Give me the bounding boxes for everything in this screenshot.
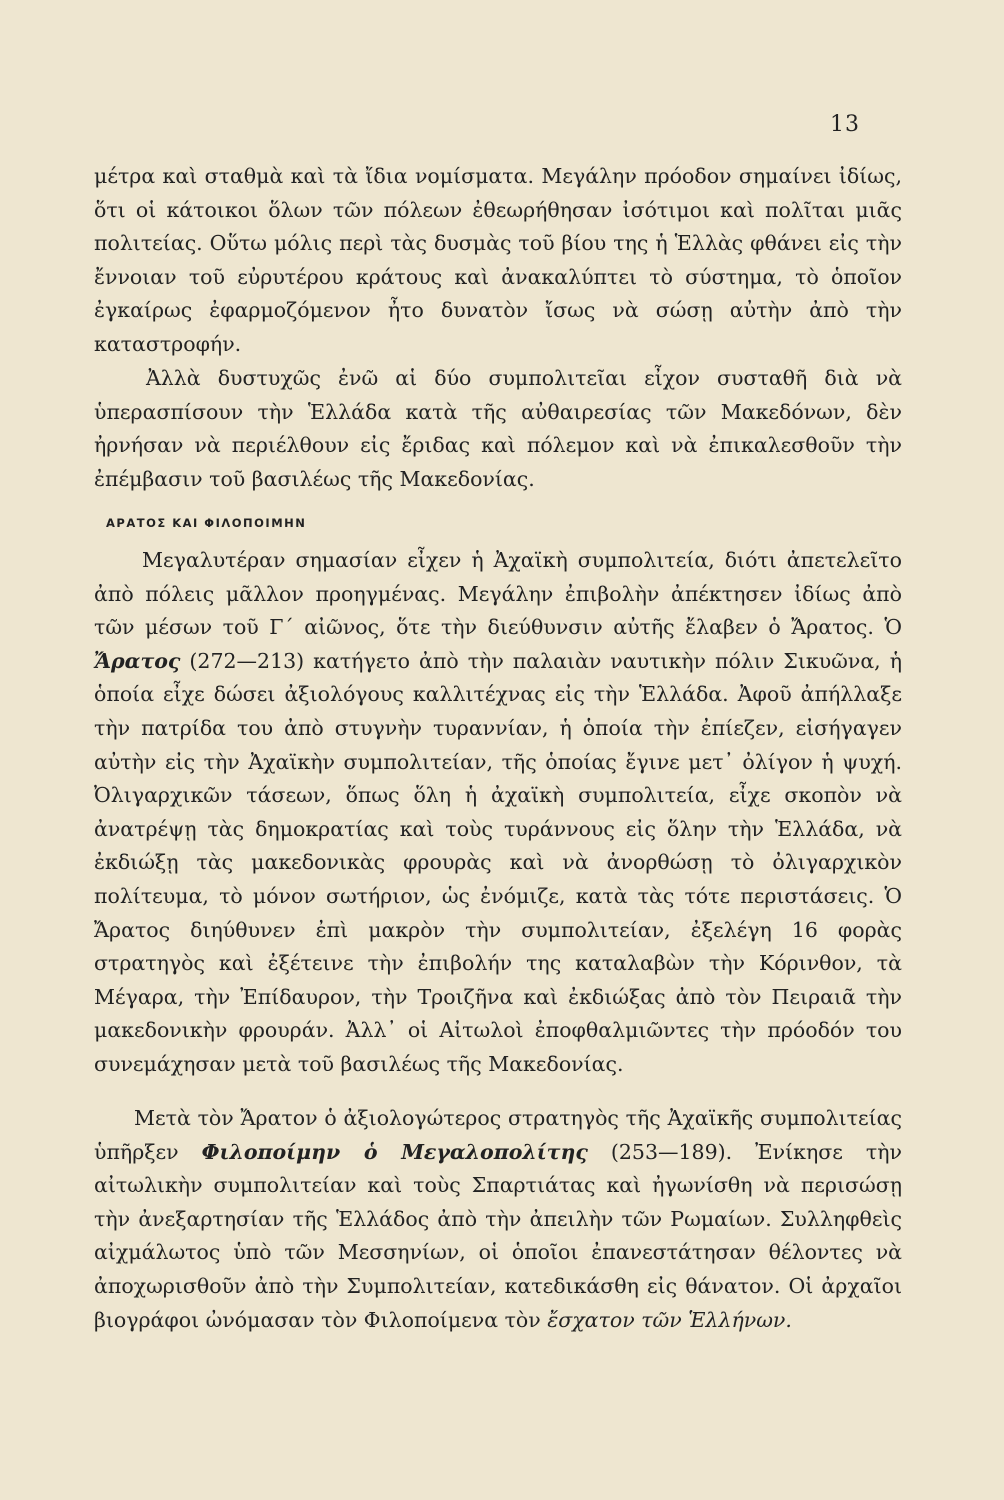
paragraph-2: Ἀλλὰ δυστυχῶς ἐνῶ αἱ δύο συμπολιτεῖαι εἶχον συσταθῆ διὰ νὰ ὑπερασπίσουν τὴν Ἑλλάδα κατὰ τῆς αὐθαιρεσίας τῶν Μακεδόνων, δὲν ἠρνήσαν νὰ περιέλθουν εἰς ἔριδας καὶ πόλεμον καὶ νὰ ἐπικαλεσθοῦν τὴν ἐπέμβασιν τοῦ βασιλέως τῆς Μακεδονίας.: [94, 366, 902, 491]
section-heading: ΑΡΑΤΟΣ ΚΑΙ ΦΙΛΟΠΟΙΜΗΝ: [106, 516, 307, 530]
page-number: 13: [830, 112, 860, 137]
paragraph-4-text-start: Μετὰ τὸν Ἄρατον ὁ ἀξιολογώτερος στρατηγὸς τῆς Ἀχαϊκῆς συμπολιτείας ὑπῆρξεν: [94, 1106, 902, 1164]
closing-italic-phrase: ἔσχατον τῶν Ἑλλήνων.: [547, 1307, 792, 1332]
aratos-name: Ἄρατος: [94, 648, 181, 673]
paragraph-4-text-rest: (253—189). Ἐνίκησε τὴν αἰτωλικὴν συμπολιτείαν καὶ τοὺς Σπαρτιάτας καὶ ἠγωνίσθη νὰ περισώσῃ τὴν ἀνεξαρτησίαν τῆς Ἑλλάδος ἀπὸ τὴν ἀπειλὴν τῶν Ρωμαίων. Συλληφθεὶς αἰχμάλωτος ὑπὸ τῶν Μεσσηνίων, οἱ ὁποῖοι ἐπανεστάτησαν θέλοντες νὰ ἀποχωρισθοῦν ἀπὸ τὴν Συμπολιτείαν, κατεδικάσθη εἰς θάνατον. Οἱ ἀρχαῖοι βιογράφοι ὠνόμασαν τὸν Φιλοποίμενα τὸν: [94, 1139, 902, 1332]
paragraph-3: [94, 544, 902, 1082]
paragraph-4: [94, 1102, 902, 1337]
philopoemen-name: Φιλοποίμην ὁ Μεγαλοπολίτης: [201, 1139, 588, 1164]
paragraph-3-text-start: Μεγαλυτέραν σημασίαν εἶχεν ἡ Ἀχαϊκὴ συμπολιτεία, διότι ἀπετελεῖτο ἀπὸ πόλεις μᾶλλον προηγμένας. Μεγάλην ἐπιβολὴν ἀπέκτησεν ἰδίως ἀπὸ τῶν μέσων τοῦ Γ´ αἰῶνος, ὅτε τὴν διεύθυνσιν αὐτῆς ἔλαβεν ὁ Ἄρατος. Ὁ: [94, 548, 902, 640]
paragraph-1: μέτρα καὶ σταθμὰ καὶ τὰ ἴδια νομίσματα. Μεγάλην πρόοδον σημαίνει ἰδίως, ὅτι οἱ κάτοικοι ὅλων τῶν πόλεων ἐθεωρήθησαν ἰσότιμοι καὶ πολῖται μιᾶς πολιτείας. Οὕτω μόλις περὶ τὰς δυσμὰς τοῦ βίου της ἡ Ἑλλὰς φθάνει εἰς τὴν ἔννοιαν τοῦ εὐρυτέρου κράτους καὶ ἀνακαλύπτει τὸ σύστημα, τὸ ὁποῖον ἐγκαίρως ἐφαρμοζόμενον ἦτο δυνατὸν ἴσως νὰ σώσῃ αὐτὴν ἀπὸ τὴν καταστροφήν.: [94, 164, 902, 356]
paragraph-3-text-rest: (272—213) κατήγετο ἀπὸ τὴν παλαιὰν ναυτικὴν πόλιν Σικυῶνα, ἡ ὁποία εἶχε δώσει ἀξιολόγους καλλιτέχνας εἰς τὴν Ἑλλάδα. Ἀφοῦ ἀπήλλαξε τὴν πατρίδα του ἀπὸ στυγνὴν τυραννίαν, ἡ ὁποία τὴν ἐπίεζεν, εἰσήγαγεν αὐτὴν εἰς τὴν Ἀχαϊκὴν συμπολιτείαν, τῆς ὁποίας ἔγινε μετ᾽ ὀλίγον ἡ ψυχή. Ὀλιγαρχικῶν τάσεων, ὅπως ὅλη ἡ ἀχαϊκὴ συμπολιτεία, εἶχε σκοπὸν νὰ ἀνατρέψῃ τὰς δημοκρατίας καὶ τοὺς τυράννους εἰς ὅλην τὴν Ἑλλάδα, νὰ ἐκδιώξῃ τὰς μακεδονικὰς φρουρὰς καὶ νὰ ἀνορθώσῃ τὸ ὀλιγαρχικὸν πολίτευμα, τὸ μόνον σωτήριον, ὡς ἐνόμιζε, κατὰ τὰς τότε περιστάσεις. Ὁ Ἄρατος διηύθυνεν ἐπὶ μακρὸν τὴν συμπολιτείαν, ἐξελέγη 16 φορὰς στρατηγὸς καὶ ἐξέτεινε τὴν ἐπιβολήν της καταλαβὼν τὴν Κόρινθον, τὰ Μέγαρα, τὴν Ἐπίδαυρον, τὴν Τροιζῆνα καὶ ἐκδιώξας ἀπὸ τὸν Πειραιᾶ τὴν μακεδονικὴν φρουράν. Ἀλλ᾽ οἱ Αἰτωλοὶ ἐποφθαλμιῶντες τὴν πρόοδόν του συνεμάχησαν μετὰ τοῦ βασιλέως τῆς Μακεδονίας.: [94, 648, 902, 1076]
